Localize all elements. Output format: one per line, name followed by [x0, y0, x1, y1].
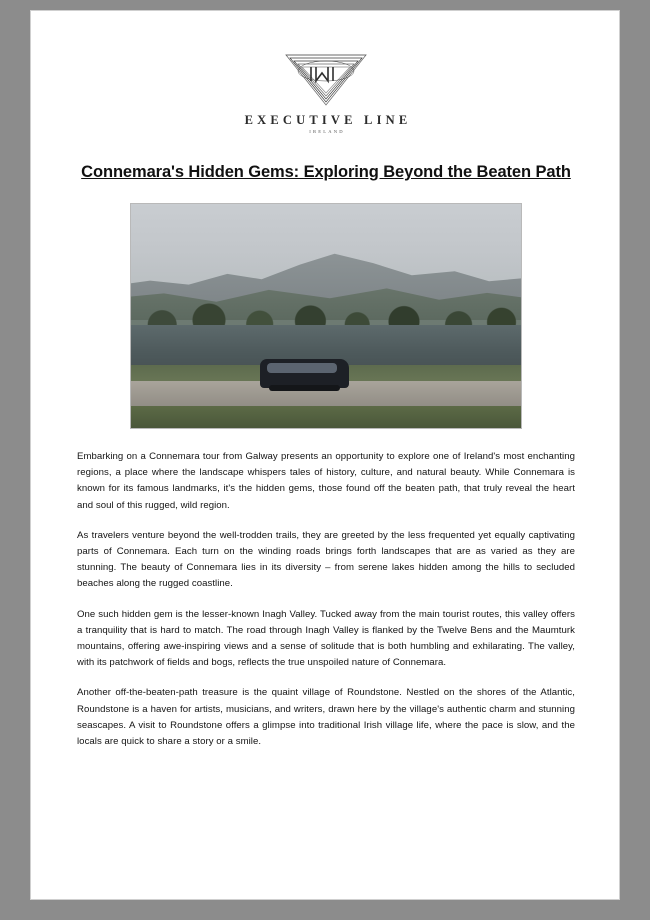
paragraph-2: As travelers venture beyond the well-trodden trails, they are greeted by the less frequented yet equally captivating parts of Connemara. Each turn on the winding roads brings forth landscapes that are as varied as they are stunning. The beauty of Connemara lies in its diversity – from serene lakes hidden among the hills to secluded beaches along the rugged coastline. — [77, 529, 575, 590]
paragraph-1: Embarking on a Connemara tour from Galway presents an opportunity to explore one of Ireland's most enchanting regions, a place where the landscape whispers tales of history, culture, and natural beauty. While Connemara is known for its famous landmarks, it's the hidden gems, those found off the beaten path, that truly reveal the heart and soul of this rugged, wild region. — [77, 451, 575, 511]
document-page — [30, 10, 620, 900]
brand-name: EXECUTIVE LINE — [244, 113, 412, 127]
page-title: Connemara's Hidden Gems: Exploring Beyond the Beaten Path — [81, 163, 571, 181]
document-content — [77, 41, 575, 750]
executive-line-crest-icon — [278, 47, 374, 109]
hero-image — [130, 203, 522, 429]
image-foreground-grass — [131, 406, 521, 428]
brand-subtitle: IRELAND — [309, 129, 345, 134]
paragraph-3: One such hidden gem is the lesser-known Inagh Valley. Tucked away from the main tourist routes, this valley offers a tranquility that is hard to match. The road through Inagh Valley is flanked by the Twelve Bens and the Maumturk mountains, offering awe-inspiring views and a sense of solitude that is both humbling and exhilarating. The valley, with its patchwork of fields and bogs, reflects the true unspoiled nature of Connemara. — [77, 608, 575, 669]
brand-logo — [77, 41, 575, 134]
image-van — [260, 359, 350, 388]
paragraph-4: Another off-the-beaten-path treasure is the quaint village of Roundstone. Nestled on the shores of the Atlantic, Roundstone is a haven for artists, musicians, and writers, drawn here by the village's authentic charm and stunning seascapes. A visit to Roundstone offers a glimpse into traditional Irish village life, where the pace is slow, and the locals are quick to share a story or a smile. — [77, 687, 575, 748]
